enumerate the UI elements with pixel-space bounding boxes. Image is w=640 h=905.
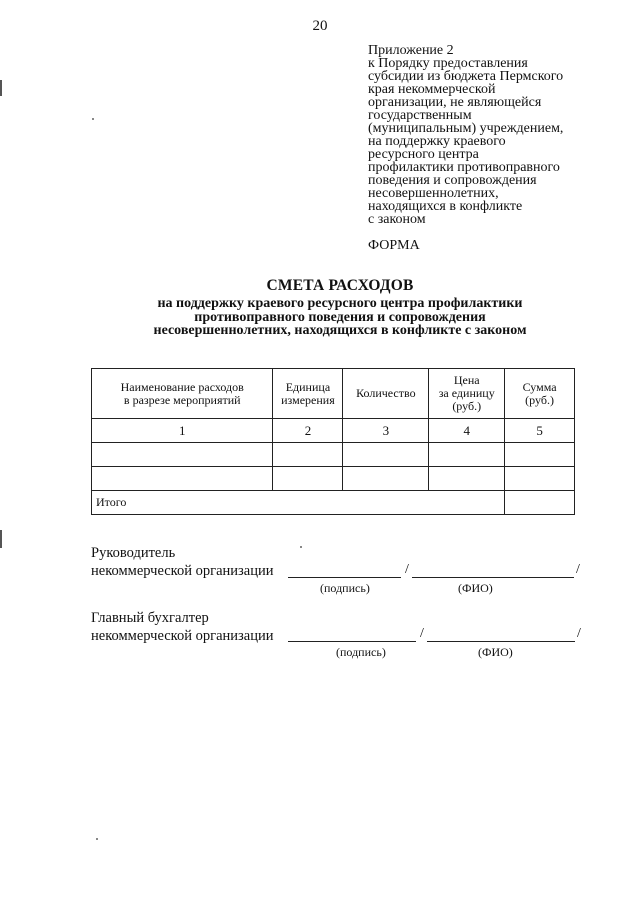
table-cell[interactable] xyxy=(92,443,273,467)
column-number: 4 xyxy=(429,419,505,443)
subtitle-line: на поддержку краевого ресурсного центра профилактики xyxy=(157,296,523,311)
column-number: 5 xyxy=(505,419,575,443)
appendix-line: ресурсного центра xyxy=(368,147,479,162)
table-cell[interactable] xyxy=(343,467,429,491)
head-signature-caption: (подпись) xyxy=(320,581,370,595)
scan-speck xyxy=(92,118,94,120)
table-cell[interactable] xyxy=(92,467,273,491)
accountant-slash: / xyxy=(420,626,424,641)
table-cell[interactable] xyxy=(343,443,429,467)
table-column-numbers-row xyxy=(92,419,575,443)
appendix-line: организации, не являющейся xyxy=(368,95,542,110)
table-cell[interactable] xyxy=(273,443,343,467)
header-unit: Единица измерения xyxy=(273,369,343,419)
scan-edge-mark xyxy=(0,530,2,548)
accountant-signature-line[interactable] xyxy=(288,641,416,642)
scan-speck xyxy=(96,838,98,840)
table-cell[interactable] xyxy=(505,467,575,491)
table-cell[interactable] xyxy=(429,443,505,467)
total-value-cell[interactable] xyxy=(505,491,575,515)
appendix-line: несовершеннолетних, xyxy=(368,186,499,201)
table-total-row xyxy=(92,491,575,515)
accountant-signature-block xyxy=(91,609,273,645)
appendix-line: края некоммерческой xyxy=(368,82,496,97)
subtitle-line: противоправного поведения и сопровождения xyxy=(194,309,486,325)
appendix-line: Приложение 2 xyxy=(368,43,454,58)
column-number: 2 xyxy=(273,419,343,443)
appendix-line: профилактики противоправного xyxy=(368,160,560,175)
head-slash-end: / xyxy=(576,562,580,577)
total-label: Итого xyxy=(92,491,505,515)
head-title-line1: Руководитель xyxy=(91,545,176,561)
header-quantity: Количество xyxy=(343,369,429,419)
table-cell[interactable] xyxy=(505,443,575,467)
appendix-line: поведения и сопровождения xyxy=(368,173,537,188)
scan-edge-mark xyxy=(0,80,2,96)
subtitle-line: несовершеннолетних, находящихся в конфликте с законом xyxy=(153,323,527,338)
accountant-name-caption: (ФИО) xyxy=(478,645,513,659)
appendix-line: государственным xyxy=(368,108,472,123)
appendix-line: субсидии из бюджета Пермского xyxy=(368,69,564,84)
header-expense-name: Наименование расходов в разрезе мероприятий xyxy=(92,369,273,419)
page-number: 20 xyxy=(312,18,328,34)
column-number: 1 xyxy=(92,419,273,443)
table-row xyxy=(92,467,575,491)
appendix-line: к Порядку предоставления xyxy=(368,56,528,71)
appendix-note xyxy=(368,44,618,226)
form-label: ФОРМА xyxy=(368,238,420,253)
header-unit-price: Цена за единицу (руб.) xyxy=(429,369,505,419)
head-signature-block xyxy=(91,544,273,580)
column-number: 3 xyxy=(343,419,429,443)
document-title: СМЕТА РАСХОДОВ xyxy=(266,277,414,294)
document-subtitle xyxy=(60,297,620,338)
appendix-line: находящихся в конфликте xyxy=(368,199,523,214)
head-slash: / xyxy=(405,562,409,577)
table-cell[interactable] xyxy=(429,467,505,491)
accountant-name-line[interactable] xyxy=(427,641,575,642)
table-cell[interactable] xyxy=(273,467,343,491)
scan-speck xyxy=(300,546,302,548)
accountant-slash-end: / xyxy=(577,626,581,641)
head-signature-line[interactable] xyxy=(288,577,401,578)
accountant-title-line1: Главный бухгалтер xyxy=(91,610,209,626)
header-sum: Сумма (руб.) xyxy=(505,369,575,419)
accountant-signature-caption: (подпись) xyxy=(336,645,386,659)
expense-table xyxy=(91,368,575,515)
table-row xyxy=(92,443,575,467)
appendix-line: с законом xyxy=(368,212,426,227)
head-title-line2: некоммерческой организации xyxy=(91,563,274,579)
appendix-line: на поддержку краевого xyxy=(368,134,506,149)
appendix-line: (муниципальным) учреждением, xyxy=(368,121,564,136)
accountant-title-line2: некоммерческой организации xyxy=(91,628,274,644)
table-header-row xyxy=(92,369,575,419)
head-name-caption: (ФИО) xyxy=(458,581,493,595)
head-name-line[interactable] xyxy=(412,577,574,578)
